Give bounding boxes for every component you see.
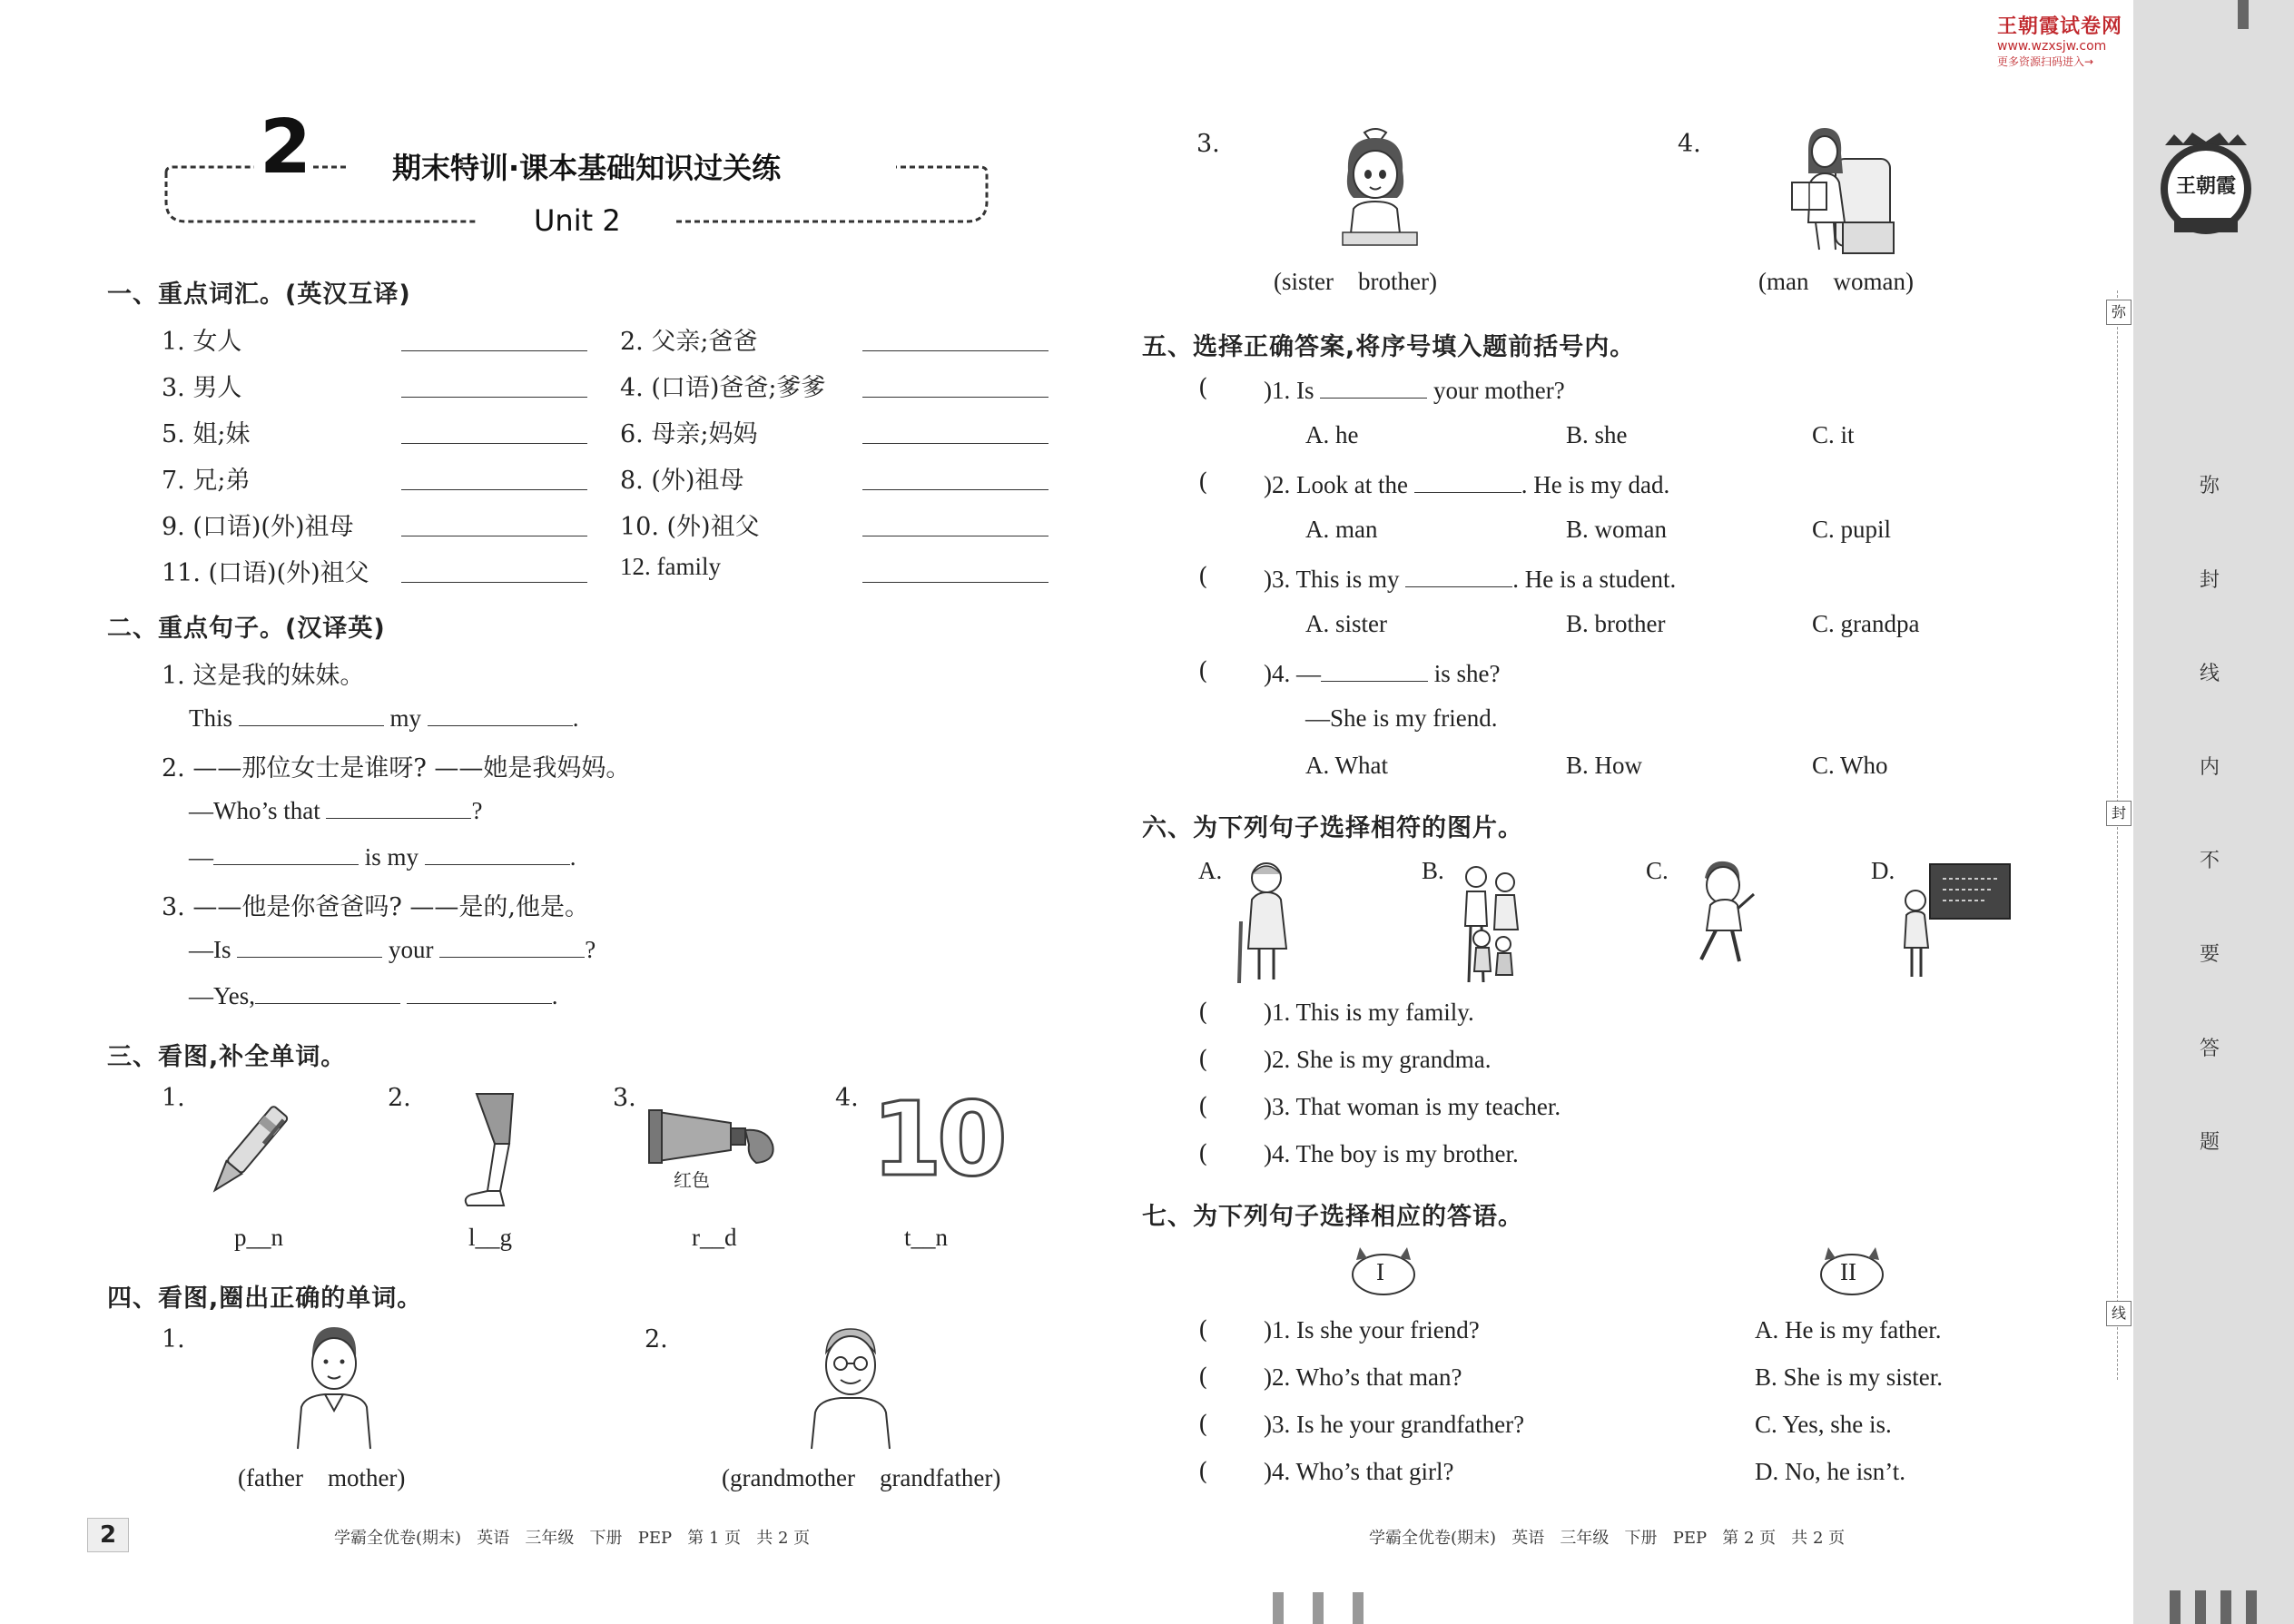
sentence-line xyxy=(189,702,579,733)
sentence-punct: . xyxy=(569,843,576,871)
mc-option[interactable]: A. he xyxy=(1305,421,1359,448)
bottom-stripe xyxy=(2195,1590,2206,1624)
sentence-word: This xyxy=(189,704,233,732)
sentence-punct: . xyxy=(572,704,579,732)
notice-char: 封 xyxy=(2200,569,2220,592)
vocab-item: 4. (口语)爸爸;爹爹 xyxy=(620,374,826,402)
mc-option[interactable]: A. man xyxy=(1305,516,1378,543)
mc-question-text: )3. This is my xyxy=(1264,566,1400,593)
mc-option[interactable]: B. she xyxy=(1566,421,1628,448)
bottom-stripe xyxy=(2170,1590,2181,1624)
seal-box: 线 xyxy=(2106,1301,2132,1326)
answer-line[interactable] xyxy=(401,350,587,351)
grandma-picture[interactable] xyxy=(1230,858,1303,989)
mc-dialogue: —She is my friend. xyxy=(1305,704,1498,732)
answer-blank[interactable] xyxy=(255,979,400,1004)
answer-bracket[interactable]: ( xyxy=(1198,1046,1208,1074)
answer-blank[interactable] xyxy=(439,933,585,958)
item-number: 1. xyxy=(162,1325,185,1353)
paint-tube-picture xyxy=(640,1103,785,1188)
word-choice[interactable]: (father mother) xyxy=(238,1464,406,1491)
mc-option[interactable]: A. What xyxy=(1305,752,1388,779)
fill-word: t__n xyxy=(904,1224,949,1251)
section-3-heading: 三、看图,补全单词。 xyxy=(107,1043,347,1071)
section-5-heading: 五、选择正确答案,将序号填入题前括号内。 xyxy=(1142,333,1636,361)
brand-url[interactable]: www.wzxsjw.com xyxy=(1997,39,2107,54)
column-ii-label: II xyxy=(1840,1258,1856,1285)
match-sentence: )3. That woman is my teacher. xyxy=(1264,1093,1561,1120)
fill-word: p__n xyxy=(234,1224,283,1251)
mc-question xyxy=(1264,468,1669,499)
picture-label: D. xyxy=(1871,857,1895,884)
reply-answer: A. He is my father. xyxy=(1755,1316,1942,1343)
answer-line[interactable] xyxy=(401,489,587,490)
match-sentence: )2. She is my grandma. xyxy=(1264,1046,1492,1073)
answer-blank[interactable] xyxy=(237,933,382,958)
sentence-word: —Who’s that xyxy=(189,797,320,824)
sentence-word: my xyxy=(389,704,422,732)
notice-char: 不 xyxy=(2200,850,2220,872)
vocab-item: 5. 姐;妹 xyxy=(162,420,251,448)
answer-bracket[interactable]: ( xyxy=(1198,999,1208,1027)
reply-question: )2. Who’s that man? xyxy=(1264,1363,1462,1391)
fill-word: l__g xyxy=(468,1224,513,1251)
answer-blank[interactable] xyxy=(239,702,384,726)
item-number: 3. xyxy=(1196,130,1220,158)
mc-option[interactable]: A. sister xyxy=(1305,610,1387,637)
mc-question xyxy=(1264,657,1500,688)
mc-question-text: )1. Is xyxy=(1264,377,1314,404)
teacher-picture[interactable] xyxy=(1897,861,2015,984)
sentence-punct: . xyxy=(551,982,558,1009)
sentence-line xyxy=(189,933,596,964)
answer-bracket[interactable]: ( xyxy=(1198,1093,1208,1121)
match-sentence: )1. This is my family. xyxy=(1264,999,1474,1026)
bottom-stripe xyxy=(2220,1590,2231,1624)
answer-blank[interactable] xyxy=(1320,374,1427,399)
reply-answer: C. Yes, she is. xyxy=(1755,1411,1892,1438)
sentence-line xyxy=(189,841,576,871)
answer-line[interactable] xyxy=(862,443,1049,444)
answer-blank[interactable] xyxy=(407,979,552,1004)
boy-picture[interactable] xyxy=(1681,858,1763,979)
word-choice[interactable]: (man woman) xyxy=(1758,268,1914,295)
mc-question xyxy=(1264,374,1565,405)
mc-option[interactable]: B. How xyxy=(1566,752,1643,779)
reply-question: )4. Who’s that girl? xyxy=(1264,1458,1454,1485)
mc-question-text: . He is my dad. xyxy=(1521,471,1670,498)
answer-line[interactable] xyxy=(862,489,1049,490)
answer-line[interactable] xyxy=(862,582,1049,583)
answer-line[interactable] xyxy=(862,397,1049,398)
answer-bracket[interactable]: ( xyxy=(1198,374,1208,402)
mc-question-text: )4. — xyxy=(1264,660,1321,687)
word-choice[interactable]: (sister brother) xyxy=(1274,268,1437,295)
mc-option[interactable]: B. brother xyxy=(1566,610,1666,637)
vocab-item: 1. 女人 xyxy=(162,328,242,356)
mc-option[interactable]: B. woman xyxy=(1566,516,1667,543)
answer-bracket[interactable]: ( xyxy=(1198,1411,1208,1439)
column-i-label: I xyxy=(1376,1258,1384,1285)
footer-left: 学霸全优卷(期末) 英语 三年级 下册 PEP 第 1 页 共 2 页 xyxy=(334,1529,811,1548)
mc-option[interactable]: C. pupil xyxy=(1812,516,1892,543)
pen-picture xyxy=(195,1094,295,1216)
section-2-heading: 二、重点句子。(汉译英) xyxy=(107,615,386,643)
bottom-stripe xyxy=(2246,1590,2257,1624)
sentence-punct: ? xyxy=(585,936,596,963)
mc-option[interactable]: C. it xyxy=(1812,421,1855,448)
reply-answer: D. No, he isn’t. xyxy=(1755,1458,1905,1485)
ten-picture: 10 xyxy=(871,1081,1002,1199)
page-title: 期末特训·课本基础知识过关练 xyxy=(392,151,782,185)
brand-name: 王朝霞试卷网 xyxy=(1997,15,2123,38)
paint-label: 红色 xyxy=(674,1169,710,1191)
vocab-item: 12. family xyxy=(620,553,721,580)
mc-question xyxy=(1264,563,1676,594)
seal-box: 封 xyxy=(2106,801,2132,826)
vocab-item: 6. 母亲;妈妈 xyxy=(620,420,758,448)
section-1-heading: 一、重点词汇。(英汉互译) xyxy=(107,281,411,309)
mc-question-text: . He is a student. xyxy=(1512,566,1677,593)
sentence-word: —Is xyxy=(189,936,231,963)
bottom-stripe xyxy=(1353,1592,1364,1624)
item-number: 3. xyxy=(613,1084,636,1112)
picture-label: A. xyxy=(1198,857,1223,884)
grandfather-picture xyxy=(801,1322,901,1454)
logo-text: 王朝霞 xyxy=(2175,174,2236,198)
brand-tagline: 更多资源扫码进入→ xyxy=(1997,55,2094,68)
unit-label: Unit 2 xyxy=(534,203,621,238)
notice-char: 线 xyxy=(2200,663,2220,685)
fill-word: r__d xyxy=(692,1224,737,1251)
answer-blank[interactable] xyxy=(1405,563,1512,587)
sentence-prompt: 3. ——他是你爸爸吗? ——是的,他是。 xyxy=(162,893,589,921)
section-7-heading: 七、为下列句子选择相应的答语。 xyxy=(1142,1203,1523,1231)
sentence-word: is my xyxy=(364,843,419,871)
sentence-line xyxy=(189,979,558,1010)
answer-blank[interactable] xyxy=(1414,468,1521,493)
mc-option[interactable]: C. grandpa xyxy=(1812,610,1920,637)
notice-char: 弥 xyxy=(2200,475,2220,497)
answer-line[interactable] xyxy=(401,582,587,583)
bottom-stripe xyxy=(1273,1592,1284,1624)
seal-line xyxy=(2117,290,2118,1380)
mc-question-text: your mother? xyxy=(1433,377,1565,404)
family-picture[interactable] xyxy=(1451,862,1532,993)
answer-line[interactable] xyxy=(401,443,587,444)
picture-label: C. xyxy=(1646,857,1669,884)
father-picture xyxy=(289,1324,379,1454)
answer-bracket[interactable]: ( xyxy=(1198,1140,1208,1168)
sentence-line xyxy=(189,794,482,825)
leg-picture xyxy=(449,1089,531,1220)
reply-question: )1. Is she your friend? xyxy=(1264,1316,1480,1343)
answer-blank[interactable] xyxy=(425,841,570,865)
logo-badge xyxy=(2156,127,2256,245)
vocab-item: 7. 兄;弟 xyxy=(162,467,251,495)
answer-blank[interactable] xyxy=(326,794,471,819)
sentence-word: —Yes, xyxy=(189,982,256,1009)
vocab-item: 10. (外)祖父 xyxy=(620,513,760,541)
answer-bracket[interactable]: ( xyxy=(1198,1316,1208,1344)
mc-question-text: is she? xyxy=(1433,660,1501,687)
match-sentence: )4. The boy is my brother. xyxy=(1264,1140,1519,1167)
answer-blank[interactable] xyxy=(1321,657,1428,682)
vocab-item: 8. (外)祖母 xyxy=(620,467,744,495)
notice-char: 题 xyxy=(2200,1131,2220,1154)
sister-picture xyxy=(1330,125,1421,256)
header-number: 2 xyxy=(260,104,312,191)
vocab-item: 2. 父亲;爸爸 xyxy=(620,328,758,356)
notice-char: 内 xyxy=(2200,756,2220,779)
item-number: 1. xyxy=(162,1084,185,1112)
vocab-item: 9. (口语)(外)祖母 xyxy=(162,513,354,541)
answer-bracket[interactable]: ( xyxy=(1198,657,1208,685)
mc-question-text: )2. Look at the xyxy=(1264,471,1408,498)
footer-right: 学霸全优卷(期末) 英语 三年级 下册 PEP 第 2 页 共 2 页 xyxy=(1369,1529,1846,1548)
word-choice[interactable]: (grandmother grandfather) xyxy=(722,1464,1001,1491)
answer-bracket[interactable]: ( xyxy=(1198,563,1208,591)
item-number: 4. xyxy=(1678,130,1701,158)
picture-label: B. xyxy=(1422,857,1444,884)
item-number: 2. xyxy=(645,1325,668,1353)
page-number-badge: 2 xyxy=(87,1518,129,1552)
reply-question: )3. Is he your grandfather? xyxy=(1264,1411,1525,1438)
item-number: 2. xyxy=(388,1084,411,1112)
answer-bracket[interactable]: ( xyxy=(1198,1363,1208,1392)
answer-bracket[interactable]: ( xyxy=(1198,1458,1208,1486)
vocab-item: 11. (口语)(外)祖父 xyxy=(162,559,369,587)
answer-blank[interactable] xyxy=(213,841,359,865)
mc-option[interactable]: C. Who xyxy=(1812,752,1888,779)
woman-picture xyxy=(1779,123,1897,259)
sentence-word: your xyxy=(389,936,434,963)
section-6-heading: 六、为下列句子选择相符的图片。 xyxy=(1142,814,1523,842)
notice-char: 要 xyxy=(2200,943,2220,966)
vocab-item: 3. 男人 xyxy=(162,374,242,402)
answer-line[interactable] xyxy=(862,350,1049,351)
sentence-word: — xyxy=(189,843,213,871)
section-4-heading: 四、看图,圈出正确的单词。 xyxy=(107,1284,423,1313)
answer-blank[interactable] xyxy=(428,702,573,726)
bottom-stripe xyxy=(1313,1592,1324,1624)
sentence-prompt: 1. 这是我的妹妹。 xyxy=(162,662,365,690)
seal-box: 弥 xyxy=(2106,300,2132,325)
top-stripe xyxy=(2238,0,2249,29)
sentence-punct: ? xyxy=(471,797,483,824)
reply-answer: B. She is my sister. xyxy=(1755,1363,1944,1391)
item-number: 4. xyxy=(835,1084,859,1112)
answer-bracket[interactable]: ( xyxy=(1198,468,1208,497)
answer-line[interactable] xyxy=(401,397,587,398)
sentence-prompt: 2. ——那位女士是谁呀? ——她是我妈妈。 xyxy=(162,754,631,782)
notice-char: 答 xyxy=(2200,1038,2220,1060)
